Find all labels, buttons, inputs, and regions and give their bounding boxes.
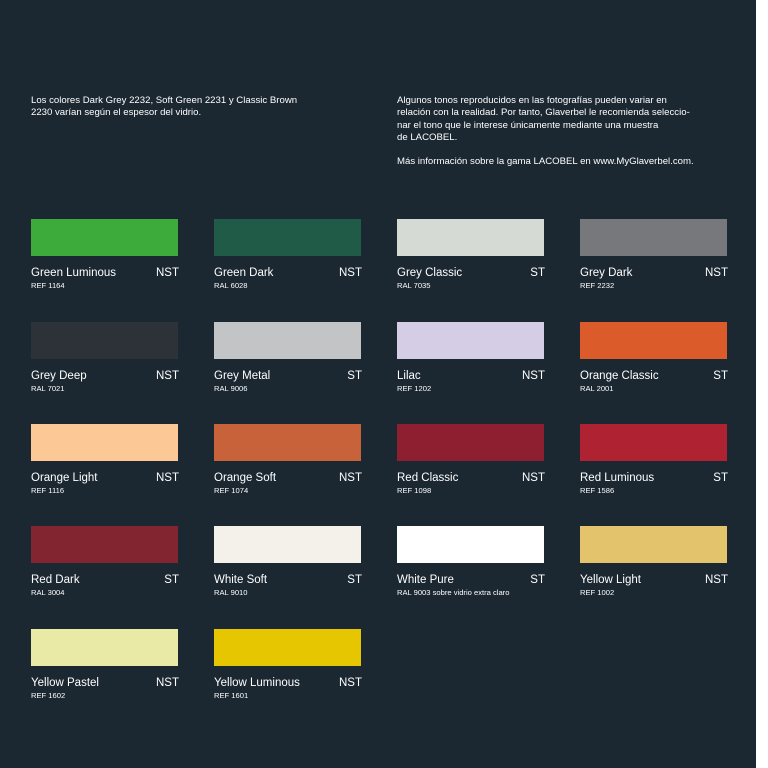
more-info-line: Más información sobre la gama LACOBEL en www.MyGlaverbel.com.: [397, 156, 694, 168]
color-chip: [580, 424, 727, 461]
swatch-type: ST: [713, 370, 728, 382]
swatch-ref: RAL 7035: [397, 281, 431, 290]
intro-right-line: Algunos tonos reproducidos en las fotografías pueden variar en: [397, 95, 667, 106]
swatch-name: Yellow Luminous: [214, 677, 300, 689]
swatch-ref: REF 1002: [580, 588, 615, 597]
swatch-ref: REF 1074: [214, 486, 249, 495]
swatch-name: Grey Classic: [397, 267, 463, 279]
swatch-type: NST: [522, 472, 545, 484]
color-chip: [580, 526, 727, 563]
swatch-ref: RAL 9006: [214, 384, 248, 393]
swatch-green-luminous: [31, 219, 179, 291]
swatch-name: Orange Soft: [214, 472, 277, 484]
color-chip: [397, 322, 544, 359]
swatch-name: White Soft: [214, 574, 268, 586]
swatch-ref: RAL 2001: [580, 384, 614, 393]
swatch-type: NST: [705, 267, 728, 279]
swatch-ref: RAL 3004: [31, 588, 65, 597]
swatch-yellow-pastel: [31, 629, 179, 701]
swatch-ref: REF 1116: [31, 486, 65, 495]
swatch-name: Grey Dark: [580, 267, 633, 279]
swatch-name: Red Luminous: [580, 472, 655, 484]
swatch-grey-dark: [580, 219, 728, 291]
intro-right-line: nar el tono que le interese únicamente mediante una muestra: [397, 119, 659, 131]
swatch-ref: REF 1164: [31, 281, 65, 290]
color-chip: [31, 629, 178, 666]
intro-right-line: de LACOBEL.: [397, 131, 458, 143]
swatch-type: ST: [530, 574, 545, 586]
swatch-name: Yellow Pastel: [31, 677, 99, 689]
color-chip: [580, 219, 727, 256]
swatch-orange-soft: [214, 424, 362, 496]
color-chip: [214, 322, 361, 359]
swatch-type: NST: [156, 677, 179, 689]
swatch-white-pure: [397, 526, 545, 598]
color-chip: [397, 526, 544, 563]
color-chip: [580, 322, 727, 359]
color-chip: [214, 526, 361, 563]
swatch-ref: REF 1602: [31, 691, 66, 700]
swatch-name: Red Classic: [397, 472, 459, 484]
swatch-ref: RAL 9010: [214, 588, 248, 597]
swatch-name: Yellow Light: [580, 574, 641, 586]
color-chip: [397, 219, 544, 256]
swatch-name: Grey Deep: [31, 370, 87, 382]
swatch-type: ST: [347, 574, 362, 586]
swatch-red-dark: [31, 526, 179, 598]
swatch-type: NST: [522, 370, 545, 382]
swatch-ref: REF 1202: [397, 384, 432, 393]
swatch-name: Red Dark: [31, 574, 80, 586]
color-chip: [214, 629, 361, 666]
swatch-type: ST: [530, 267, 545, 279]
intro-right-line: relación con la realidad. Por tanto, Glaverbel le recomienda seleccio-: [397, 107, 690, 119]
color-chip: [31, 424, 178, 461]
swatch-name: Orange Light: [31, 472, 98, 484]
intro-left-line: 2230 varían según el espesor del vidrio.: [31, 107, 202, 119]
swatch-name: White Pure: [397, 574, 454, 586]
swatch-type: NST: [339, 472, 362, 484]
swatch-orange-classic: [580, 322, 728, 394]
swatch-name: Green Dark: [214, 267, 274, 279]
swatch-type: NST: [156, 267, 179, 279]
swatch-grey-deep: [31, 322, 179, 394]
swatch-ref: RAL 6028: [214, 281, 248, 290]
swatch-yellow-light: [580, 526, 728, 598]
swatch-type: ST: [347, 370, 362, 382]
swatch-name: Green Luminous: [31, 267, 117, 279]
swatch-lilac: [397, 322, 545, 394]
swatch-ref: REF 1586: [580, 486, 615, 495]
color-chip: [214, 219, 361, 256]
swatch-red-luminous: [580, 424, 728, 496]
swatch-type: NST: [705, 574, 728, 586]
swatch-green-dark: [214, 219, 362, 291]
swatch-ref: REF 2232: [580, 281, 615, 290]
swatch-ref: RAL 9003 sobre vidrio extra claro: [397, 588, 510, 597]
swatch-name: Orange Classic: [580, 370, 659, 382]
intro-left-line: Los colores Dark Grey 2232, Soft Green 2231 y Classic Brown: [31, 95, 298, 106]
swatch-type: ST: [713, 472, 728, 484]
swatch-grey-classic: [397, 219, 545, 291]
swatch-yellow-luminous: [214, 629, 362, 701]
color-chip: [397, 424, 544, 461]
swatch-type: NST: [156, 472, 179, 484]
swatch-orange-light: [31, 424, 179, 496]
swatch-name: Lilac: [397, 370, 421, 382]
swatch-red-classic: [397, 424, 545, 496]
swatch-grey-metal: [214, 322, 362, 394]
swatch-type: NST: [339, 267, 362, 279]
swatch-type: NST: [339, 677, 362, 689]
color-chip: [31, 219, 178, 256]
swatch-ref: RAL 7021: [31, 384, 65, 393]
swatch-name: Grey Metal: [214, 370, 271, 382]
color-chip: [31, 322, 178, 359]
swatch-white-soft: [214, 526, 362, 598]
swatch-ref: REF 1601: [214, 691, 249, 700]
swatch-type: ST: [164, 574, 179, 586]
swatch-ref: REF 1098: [397, 486, 432, 495]
color-chip: [31, 526, 178, 563]
swatch-type: NST: [156, 370, 179, 382]
color-chip: [214, 424, 361, 461]
